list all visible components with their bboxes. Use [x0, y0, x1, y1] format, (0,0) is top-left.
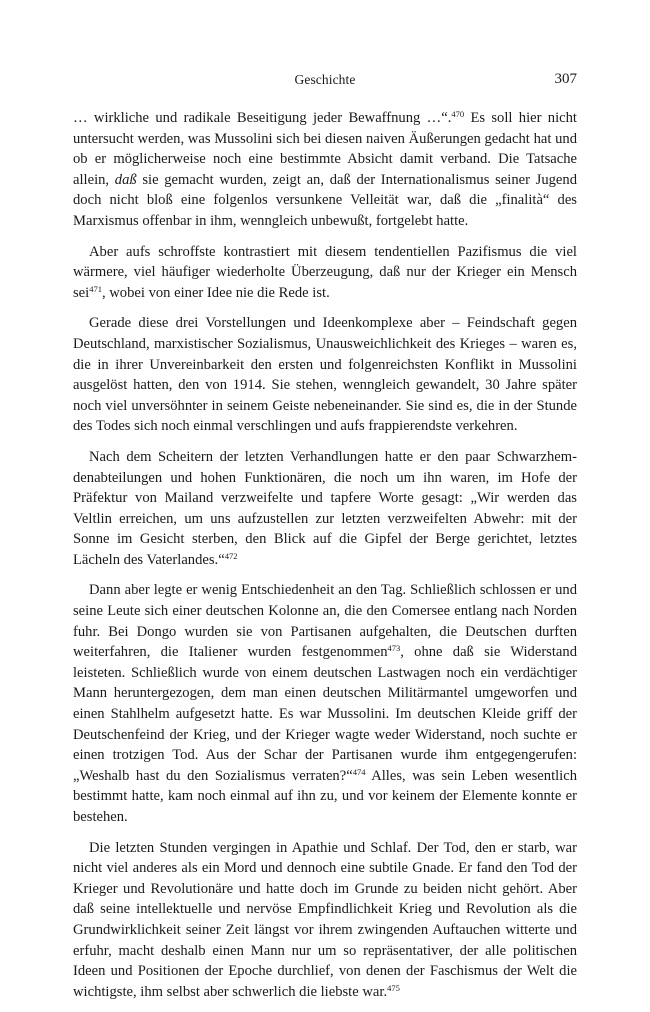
- paragraph: [73, 580, 577, 827]
- text-run: Aber aufs schroffste kontrastiert mit diesem tendentiellen Pazifismus die viel wärmere, viel häufiger wiederholte Überzeugung, daß nur der Krieger ein Mensch sei: [73, 243, 577, 301]
- body-text: [73, 108, 577, 1002]
- footnote-reference: 470: [451, 109, 465, 119]
- text-run: Alles, was sein Leben wesentlich bestimmt hatte, kam noch einmal auf ihn zu, und vor keinem der Elemente konnte er bestehen.: [73, 767, 578, 825]
- footnote-reference: 474: [352, 766, 366, 777]
- text-run: Dann aber legte er wenig Entschiedenheit an den Tag. Schließlich schlossen er und seine Leute sich einer deutschen Kolonne an, die den Comersee entlang nach Norden fuhr. Bei Dongo wurden sie von Partisanen aufgehalten, die Deutschen durften weiterfahren, die Italiener wurden festgenommen: [73, 582, 577, 661]
- text-run: Nach dem Scheitern der letzten Verhandlungen hatte er den paar Schwarzhemdenabteilungen und hohen Funktionären, die noch um ihn waren, im Hofe der Präfektur von Mailand verzweifelte und tapfere Worte gesagt: „Wir werden das Veltlin erreichen, um uns aufzustellen zur letzten verzweifelten Abwehr: mit der Sonne im Gesicht sterben, den Blick auf die Gipfel der Berge gerichtet, letztes Lächeln des Vaterlandes.“: [73, 448, 577, 568]
- text-run: Die letzten Stunden vergingen in Apathie und Schlaf. Der Tod, den er starb, war nicht viel anderes als ein Mord und dennoch eine subtile Gnade. Er fand den Tod der Krieger und Revolutionäre und hatte doch im Grunde zu beiden nicht gehört. Aber daß seine intellektuelle und nervöse Empfindlichkeit Krieg und Revolution als die Grundwirklichkeit seiner Zeit längst vor ihrem zwingenden Auftauchen witterte und erfuhr, macht deshalb einen Mann nur um so repräsentativer, der alle politischen Ideen und Positionen der Epoche durchlief, von denen der Faschismus der Welt die wichtigste, ihm selbst aber schwerlich die liebste war.: [73, 839, 577, 1000]
- paragraph: [73, 313, 577, 437]
- paragraph: [73, 447, 577, 571]
- footnote-reference: 473: [387, 643, 401, 654]
- text-run: Gerade diese drei Vorstellungen und Ideenkomplexe aber – Feindschaft gegen Deutschland, marxistischer Sozialismus, Unausweichlichkeit des Krieges – waren es, die in ihrer Unvereinbarkeit den ersten und folgenreichsten Konflikt in Mussolini ausgelöst hatten, den von 1914. Sie stehen, wenngleich gewandelt, 30 Jahre später noch viel unversöhnter in seinem Geiste nebeneinander. Sie sind es, die in der Stunde des Todes sich noch einmal verschlingen und aufs frappierendste verkehren.: [73, 315, 577, 435]
- text-run: , ohne daß sie Widerstand leisteten. Schließlich wurde von einem deutschen Lastwagen noch ein verdächtiger Mann heruntergezogen, dem man einen deutschen Militärmantel umgeworfen und einen Stahlhelm aufgesetzt hatte. Es war Mussolini. Im deutschen Kleide griff der Deutschenfeind der Krieg, und der Krieger wagte weder Widerstand, noch suchte er einen trotzigen Tod. Aus der Schar der Partisanen wurde ihm entgegengerufen: „Weshalb hast du den Sozialismus verraten?“: [73, 644, 577, 784]
- footnote-reference: 475: [387, 982, 400, 993]
- page-number: 307: [554, 71, 577, 87]
- emphasized-text: daß: [114, 171, 137, 188]
- paragraph: [73, 108, 577, 232]
- running-title: Geschichte: [294, 72, 356, 87]
- book-page: [73, 66, 577, 1012]
- text-run: … wirkliche und radikale Beseitigung jeder Bewaffnung …“.: [73, 110, 452, 126]
- text-run: , wobei von einer Idee nie die Rede ist.: [101, 284, 330, 301]
- text-run: Es soll hier nicht untersucht werden, was Mussolini sich bei diesen naiven Äußerungen gedacht hat und ob er möglicherweise noch eine bestimmte Absicht damit verband. Die Tatsache allein,: [73, 110, 577, 188]
- footnote-reference: 472: [224, 550, 238, 561]
- running-head: [73, 66, 577, 94]
- text-run: sie gemacht wurden, zeigt an, daß der Internationalismus seiner Jugend doch nicht bloß eine folgenlos versunkene Velleität war, daß die „finalità“ des Marxismus offenbar in ihm, wenngleich unbewußt, fortgelebt hatte.: [73, 171, 577, 229]
- footnote-reference: 471: [89, 283, 102, 294]
- paragraph: [73, 838, 577, 1003]
- paragraph: [73, 242, 577, 304]
